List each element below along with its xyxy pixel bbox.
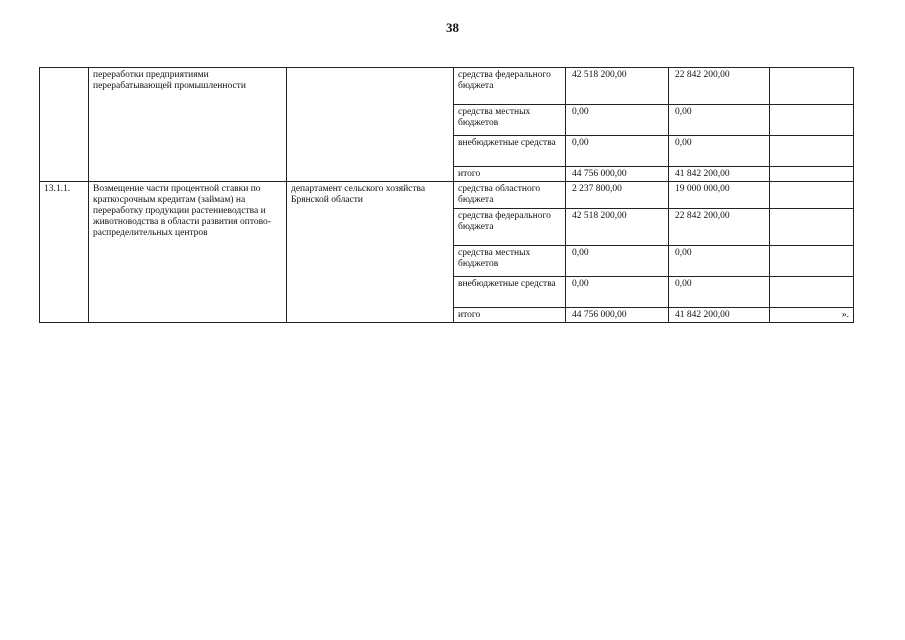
amount-cell: 0,00 xyxy=(566,246,669,277)
funding-source-cell: внебюджетные средства xyxy=(454,277,566,308)
budget-table xyxy=(39,67,854,323)
measure-cell: Возмещение части процентной ставки по краткосрочным кредитам (займам) на переработку продукции растениеводства и животноводства в области развития оптово-распределительных центров xyxy=(89,182,287,323)
amount-cell xyxy=(770,68,854,105)
amount-cell: 0,00 xyxy=(566,136,669,167)
amount-cell: 44 756 000,00 xyxy=(566,167,669,182)
amount-cell xyxy=(770,105,854,136)
funding-source-cell: средства местных бюджетов xyxy=(454,246,566,277)
amount-cell: 0,00 xyxy=(566,105,669,136)
item-number-cell: 13.1.1. xyxy=(40,182,89,323)
amount-cell xyxy=(770,167,854,182)
funding-source-cell: внебюджетные средства xyxy=(454,136,566,167)
amount-cell: 41 842 200,00 xyxy=(669,167,770,182)
amount-cell xyxy=(770,182,854,209)
amount-cell: 22 842 200,00 xyxy=(669,209,770,246)
amount-cell: 42 518 200,00 xyxy=(566,209,669,246)
amount-cell: 0,00 xyxy=(669,277,770,308)
executor-cell: департамент сельского хозяйства Брянской области xyxy=(287,182,454,323)
closing-quote-cell: ». xyxy=(770,308,854,323)
amount-cell: 0,00 xyxy=(669,246,770,277)
amount-cell xyxy=(770,277,854,308)
funding-source-cell: средства местных бюджетов xyxy=(454,105,566,136)
amount-cell: 41 842 200,00 xyxy=(669,308,770,323)
amount-cell: 0,00 xyxy=(566,277,669,308)
amount-cell xyxy=(770,246,854,277)
page-number: 38 xyxy=(446,20,459,35)
amount-cell: 19 000 000,00 xyxy=(669,182,770,209)
item-number-cell xyxy=(40,68,89,182)
funding-source-cell: итого xyxy=(454,167,566,182)
funding-source-cell: средства федерального бюджета xyxy=(454,209,566,246)
amount-cell: 0,00 xyxy=(669,136,770,167)
table-row xyxy=(40,182,854,209)
amount-cell: 2 237 800,00 xyxy=(566,182,669,209)
amount-cell xyxy=(770,136,854,167)
measure-cell: переработки предприятиями перерабатывающей промышленности xyxy=(89,68,287,182)
funding-source-cell: итого xyxy=(454,308,566,323)
amount-cell xyxy=(770,209,854,246)
executor-cell xyxy=(287,68,454,182)
funding-source-cell: средства федерального бюджета xyxy=(454,68,566,105)
amount-cell: 22 842 200,00 xyxy=(669,68,770,105)
funding-source-cell: средства областного бюджета xyxy=(454,182,566,209)
table-row xyxy=(40,68,854,105)
amount-cell: 44 756 000,00 xyxy=(566,308,669,323)
amount-cell: 0,00 xyxy=(669,105,770,136)
amount-cell: 42 518 200,00 xyxy=(566,68,669,105)
